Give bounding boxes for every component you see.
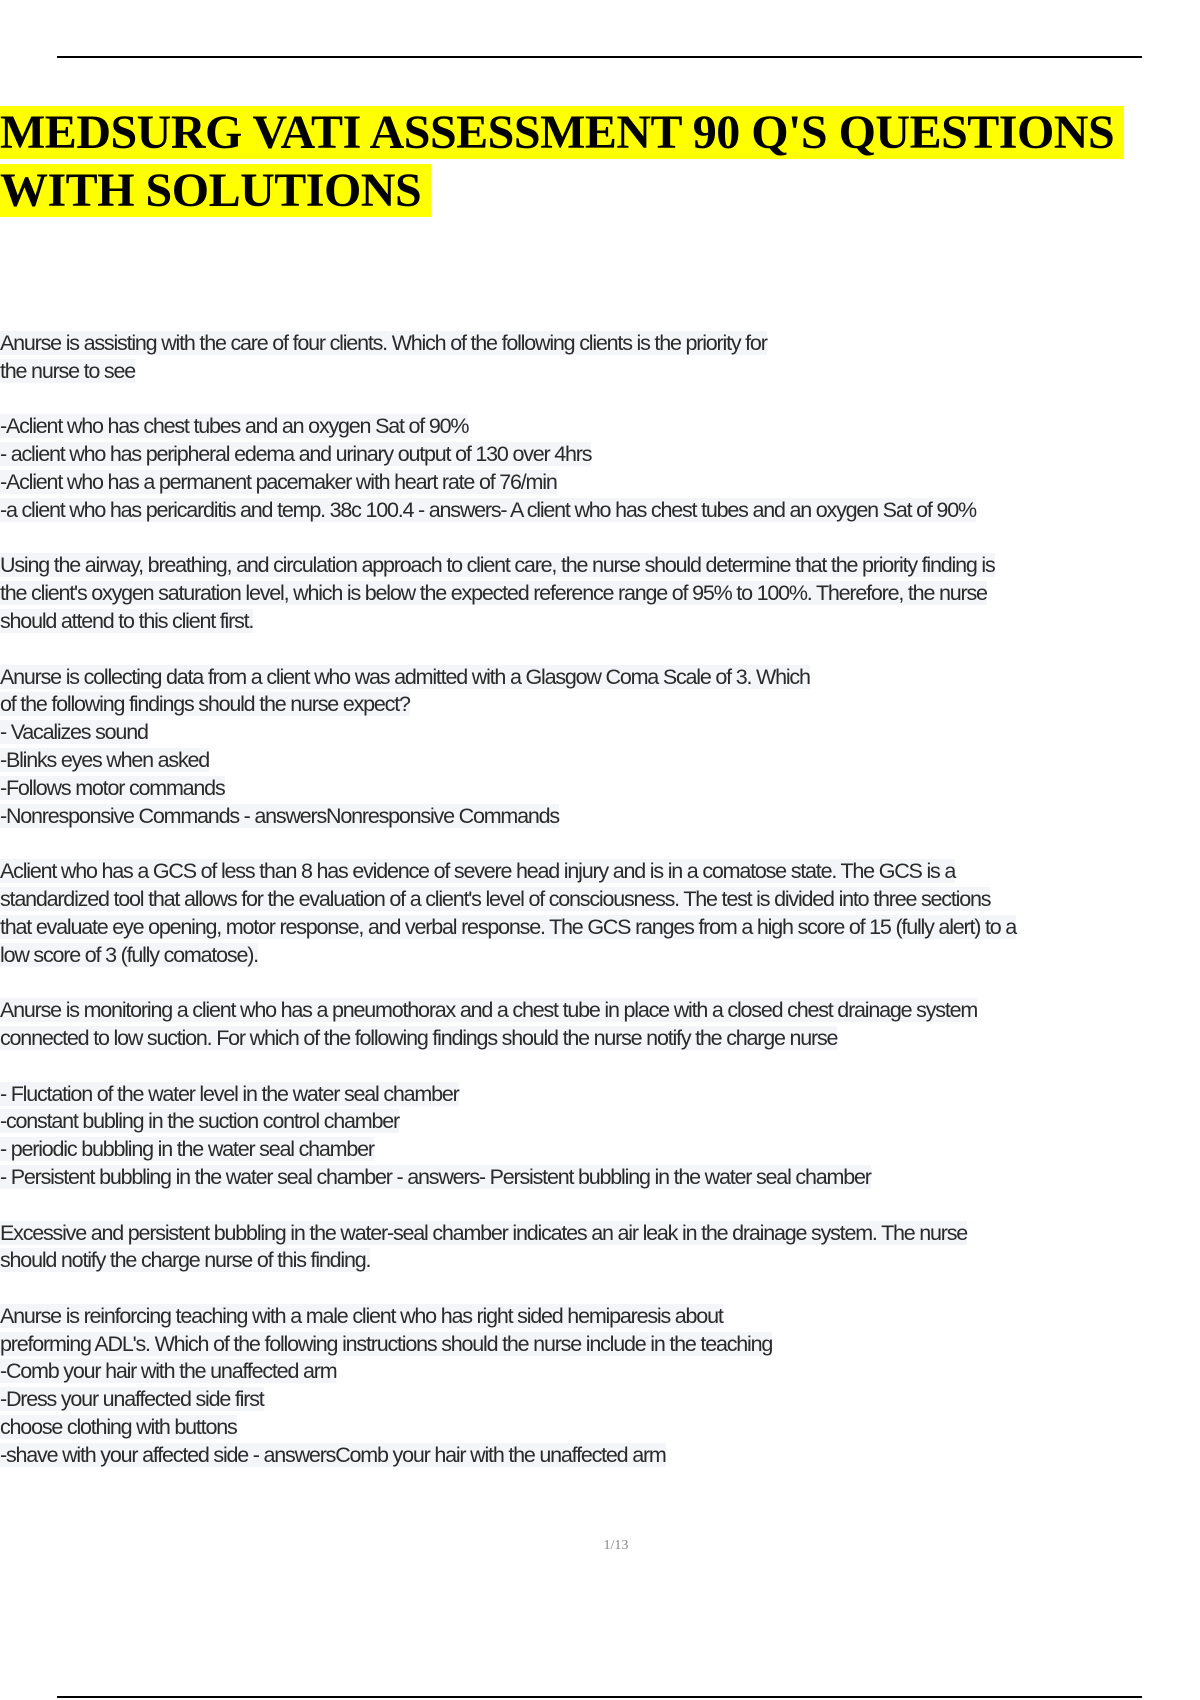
text-line-content: -a client who has pericarditis and temp. 38c 100.4 - answers- A client who has chest tubes and an oxygen Sat of 90% [0,497,976,522]
text-line-content: Anurse is reinforcing teaching with a male client who has right sided hemiparesis about [0,1303,723,1328]
text-line-content: -Dress your unaffected side first [0,1387,264,1412]
text-line [0,608,1200,636]
text-block [0,664,1200,831]
text-line-content: - periodic bubbling in the water seal chamber [0,1137,374,1162]
text-line [0,497,1200,525]
text-line [0,747,1200,775]
text-line [0,1025,1200,1053]
text-line [0,691,1200,719]
document-title [0,104,1124,220]
text-line-content: the nurse to see [0,358,135,383]
text-line [0,413,1200,441]
text-line [0,469,1200,497]
text-line-content: Anurse is monitoring a client who has a pneumothorax and a chest tube in place with a closed chest drainage system [0,998,978,1023]
text-line [0,1331,1200,1359]
text-line-content: -Nonresponsive Commands - answersNonresponsive Commands [0,803,559,828]
text-line [0,775,1200,803]
text-line-content: -Comb your hair with the unaffected arm [0,1359,337,1384]
text-block [0,330,1200,386]
text-line-content: - Persistent bubbling in the water seal chamber - answers- Persistent bubbling in the water seal chamber [0,1164,871,1189]
text-line-content: -Blinks eyes when asked [0,747,210,772]
text-line [0,552,1200,580]
text-line [0,1414,1200,1442]
text-line-content: that evaluate eye opening, motor response, and verbal response. The GCS ranges from a high score of 15 (fully alert) to a [0,914,1017,939]
text-line-content: choose clothing with buttons [0,1415,237,1440]
text-block [0,1081,1200,1192]
text-block [0,1303,1200,1470]
text-line [0,1136,1200,1164]
text-line-content: - Vacalizes sound [0,720,148,745]
bottom-rule [57,1696,1142,1698]
text-line [0,1247,1200,1275]
text-line-content: connected to low suction. For which of the following findings should the nurse notify the charge nurse [0,1025,838,1050]
top-rule [57,56,1142,58]
text-line-content: Using the airway, breathing, and circulation approach to client care, the nurse should determine that the priority finding is [0,553,995,578]
text-line-content: Anurse is collecting data from a client who was admitted with a Glasgow Coma Scale of 3. Which [0,664,810,689]
text-line [0,858,1200,886]
text-line-content: Excessive and persistent bubbling in the water-seal chamber indicates an air leak in the drainage system. The nurse [0,1220,968,1245]
text-block [0,858,1200,969]
text-line [0,719,1200,747]
text-line-content: - Fluctation of the water level in the water seal chamber [0,1081,459,1106]
text-line [0,886,1200,914]
text-line [0,1358,1200,1386]
text-line-content: -Aclient who has chest tubes and an oxygen Sat of 90% [0,414,469,439]
text-line [0,1386,1200,1414]
text-line-content: -shave with your affected side - answersComb your hair with the unaffected arm [0,1442,666,1467]
text-line-content: should attend to this client first. [0,608,254,633]
text-line-content: -Aclient who has a permanent pacemaker with heart rate of 76/min [0,469,557,494]
text-line [0,1303,1200,1331]
text-line [0,1108,1200,1136]
text-block [0,552,1200,635]
text-line [0,441,1200,469]
text-line-content: should notify the charge nurse of this finding. [0,1248,371,1273]
text-line [0,803,1200,831]
text-line [0,358,1200,386]
text-block [0,997,1200,1053]
text-line [0,1164,1200,1192]
text-line [0,1442,1200,1470]
text-line [0,914,1200,942]
text-line [0,997,1200,1025]
text-line-content: of the following findings should the nurse expect? [0,692,410,717]
title-line-2: WITH SOLUTIONS [0,164,431,217]
text-line-content: -constant bubling in the suction control chamber [0,1109,399,1134]
text-line [0,664,1200,692]
text-line [0,942,1200,970]
text-block [0,1220,1200,1276]
text-line [0,1081,1200,1109]
page-number: 1/13 [603,1538,629,1553]
text-line-content: -Follows motor commands [0,775,225,800]
text-line-content: - aclient who has peripheral edema and urinary output of 130 over 4hrs [0,442,592,467]
text-line-content: preforming ADL's. Which of the following instructions should the nurse include in the teaching [0,1331,773,1356]
text-line-content: low score of 3 (fully comatose). [0,942,258,967]
text-line [0,330,1200,358]
document-body [0,330,1200,1497]
text-line-content: Aclient who has a GCS of less than 8 has evidence of severe head injury and is in a comatose state. The GCS is a [0,859,956,884]
text-line-content: Anurse is assisting with the care of four clients. Which of the following clients is the priority for [0,331,767,355]
text-line-content: standardized tool that allows for the evaluation of a client's level of consciousness. The test is divided into three sections [0,886,991,911]
text-line [0,1220,1200,1248]
text-line-content: the client's oxygen saturation level, which is below the expected reference range of 95% to 100%. Therefore, the nurse [0,581,987,606]
text-line [0,580,1200,608]
title-line-1: MEDSURG VATI ASSESSMENT 90 Q'S QUESTIONS [0,106,1124,159]
text-block [0,413,1200,524]
